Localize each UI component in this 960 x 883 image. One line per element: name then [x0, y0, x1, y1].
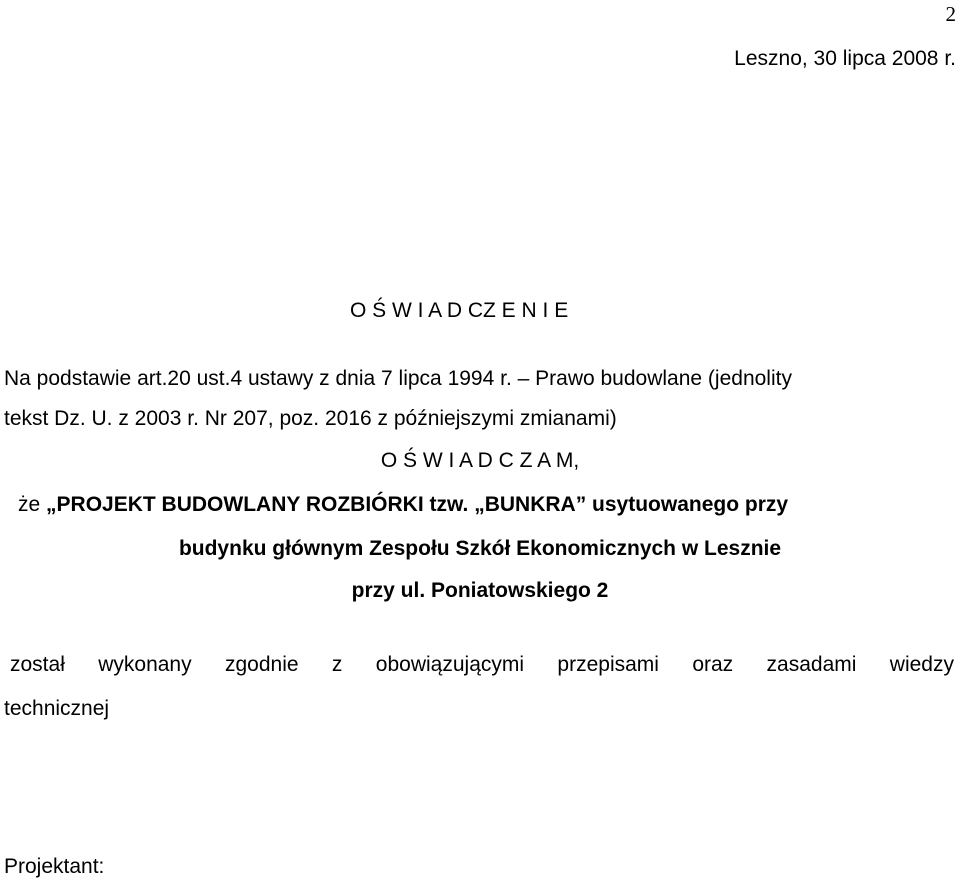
declaration-heading: O Ś W I A D C Z A M, [380, 449, 580, 472]
project-name-line-1 [18, 494, 788, 515]
place-date: Leszno, 30 lipca 2008 r. [734, 47, 956, 70]
project-name-line-2: budynku głównym Zespołu Szkół Ekonomicznych w Lesznie [178, 537, 782, 560]
project-prefix: że [18, 493, 41, 516]
legal-basis-line-2: tekst Dz. U. z 2003 r. Nr 207, poz. 2016 z późniejszymi zmianami) [4, 407, 617, 430]
conclusion-line-1: został wykonany zgodnie z obowiązującymi przepisami oraz zasadami wiedzy [10, 653, 954, 676]
page-number: 2 [945, 2, 956, 26]
document-title: O Ś W I A D CZ E N I E [350, 299, 569, 322]
project-name-line-3: przy ul. Poniatowskiego 2 [351, 579, 609, 602]
legal-basis-line-1: Na podstawie art.20 ust.4 ustawy z dnia 7 lipca 1994 r. – Prawo budowlane (jednolity [4, 367, 792, 390]
conclusion-line-2: technicznej [4, 697, 110, 720]
signature-label: Projektant: [4, 855, 105, 878]
project-title-part-1: „PROJEKT BUDOWLANY ROZBIÓRKI tzw. „BUNKRA” usytuowanego przy [46, 493, 789, 516]
